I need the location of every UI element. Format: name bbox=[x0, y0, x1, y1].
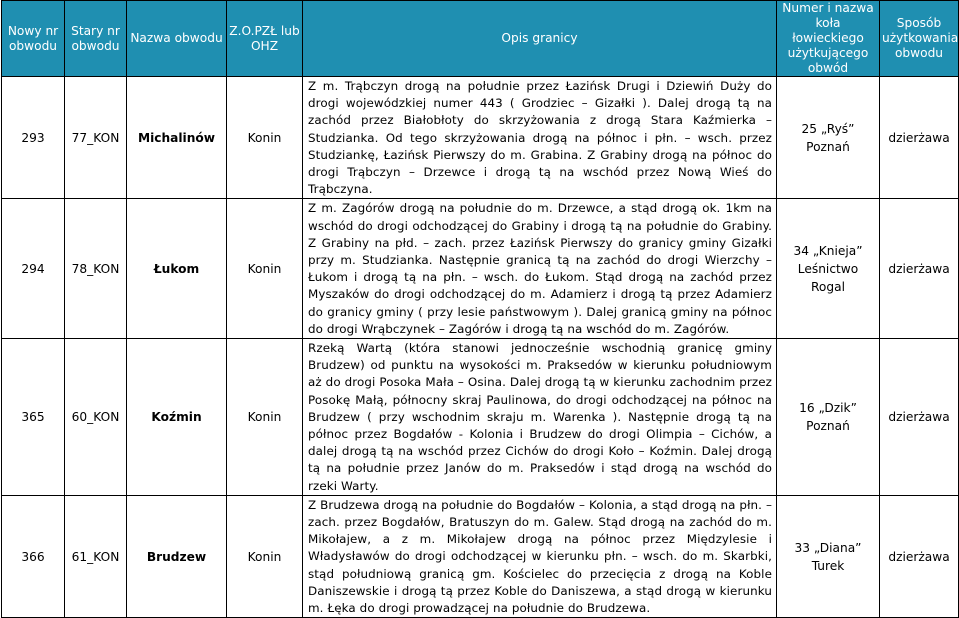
table-row bbox=[2, 199, 959, 339]
cell-club bbox=[777, 199, 880, 339]
cell-zo: Konin bbox=[227, 495, 303, 617]
col-header-usage: Sposób użytkowania obwodu bbox=[880, 1, 959, 77]
cell-club bbox=[777, 77, 880, 199]
club-number-name: 16 „Dzik” bbox=[799, 400, 857, 415]
club-location: Poznań bbox=[806, 418, 850, 433]
club-number-name: 33 „Diana” bbox=[794, 540, 862, 555]
cell-zo: Konin bbox=[227, 77, 303, 199]
cell-zo: Konin bbox=[227, 199, 303, 339]
col-header-zo: Z.O.PZŁ lub OHZ bbox=[227, 1, 303, 77]
cell-district-name: Koźmin bbox=[127, 339, 227, 496]
cell-boundary: Rzeką Wartą (która stanowi jednocześnie wschodnią granicę gminy Brudzew) od punktu na wysokości m. Praksedów w kierunku południowym aż do drogi Posoka Mała – Osina. Dalej drogą tą w kierunku zachodnim przez Posokę Małą, północny skraj Paulinowa, do drogi odchodzącej na północ na Brudzew ( przy wschodnim skraju m. Warenka ). Następnie drogą tą na północ przez Bogdałów - Kolonia i Brudzew do drogi Olimpia – Cichów, a dalej drogą tą na wschód przez Cichów do drogi Koło – Koźmin. Dalej drogą tą na południe przez Janów do m. Praksedów i stąd drogą na wschód do rzeki Warty. bbox=[303, 339, 777, 496]
col-header-boundary: Opis granicy bbox=[303, 1, 777, 77]
col-header-club: Numer i nazwa koła łowieckiego użytkującego obwód bbox=[777, 1, 880, 77]
cell-old-nr: 61_KON bbox=[65, 495, 127, 617]
cell-new-nr: 365 bbox=[2, 339, 65, 496]
club-number-name: 25 „Ryś” bbox=[801, 121, 855, 136]
cell-old-nr: 60_KON bbox=[65, 339, 127, 496]
club-number-name: 34 „Knieja” bbox=[793, 243, 863, 258]
club-location: Leśnictwo bbox=[797, 261, 859, 276]
cell-new-nr: 294 bbox=[2, 199, 65, 339]
cell-old-nr: 77_KON bbox=[65, 77, 127, 199]
club-location: Poznań bbox=[806, 139, 850, 154]
hunting-districts-table bbox=[1, 0, 959, 618]
cell-new-nr: 293 bbox=[2, 77, 65, 199]
cell-boundary: Z m. Zagórów drogą na południe do m. Drzewce, a stąd drogą ok. 1km na wschód do drogi odchodzącej do Grabiny i drogą tą na południe do Grabiny. Z Grabiny na płd. – zach. przez Łazińsk Pierwszy do granicy gminy Gizałki przy m. Studzianka. Następnie granicą tą na zachód do drogi Wierzchy – Łukom i drogą tą na płn. – wsch. do Łukom. Stąd drogą na zachód przez Myszaków do drogi odchodzącej do m. Adamierz i drogą tą przez Adamierz do granicy gminy ( przy lesie państwowym ). Dalej granicą gminy na północ do drogi Wrąbczynek – Zagórów i drogą tą na wschód do m. Zagórów. bbox=[303, 199, 777, 339]
col-header-new-nr: Nowy nr obwodu bbox=[2, 1, 65, 77]
club-location-extra: Rogal bbox=[811, 279, 845, 294]
cell-boundary: Z m. Trąbczyn drogą na południe przez Łazińsk Drugi i Dziewiń Duży do drogi wojewódzkiej numer 443 ( Grodziec – Gizałki ). Dalej drogą tą na zachód przez Białobłoty do skrzyżowania z drogą Stara Kaźmierka – Studzianka. Od tego skrzyżowania drogą na północ i płn. – wsch. przez Studziankę, Łazińsk Pierwszy do m. Grabina. Z Grabiny drogą na północ do drogi Trąbczyn – Drzewce i drogą tą na wschód przez Nową Wieś do Trąbczyna. bbox=[303, 77, 777, 199]
club-location: Turek bbox=[811, 558, 845, 573]
col-header-old-nr: Stary nr obwodu bbox=[65, 1, 127, 77]
cell-usage: dzierżawa bbox=[880, 495, 959, 617]
cell-club bbox=[777, 339, 880, 496]
cell-old-nr: 78_KON bbox=[65, 199, 127, 339]
cell-boundary: Z Brudzewa drogą na południe do Bogdałów – Kolonia, a stąd drogą na płn. – zach. przez Bogdałów, Bratuszyn do m. Galew. Stąd drogą na zachód do m. Mikołajew, a z m. Mikołajew drogą na północ przez Międzylesie i Władysławów do drogi odchodzącej w kierunku płn. – wsch. do m. Skarbki, stąd południową granicą gm. Kościelec do przecięcia z drogą na Koble Daniszewskie i drogą tą przez Koble do Daniszewa, a stąd drogą w kierunku m. Łęka do drogi prowadzącej na południe do Brudzewa. bbox=[303, 495, 777, 617]
cell-zo: Konin bbox=[227, 339, 303, 496]
cell-usage: dzierżawa bbox=[880, 77, 959, 199]
col-header-name: Nazwa obwodu bbox=[127, 1, 227, 77]
table-row bbox=[2, 339, 959, 496]
cell-district-name: Łukom bbox=[127, 199, 227, 339]
cell-usage: dzierżawa bbox=[880, 199, 959, 339]
cell-district-name: Brudzew bbox=[127, 495, 227, 617]
table-header-row bbox=[2, 1, 959, 77]
cell-usage: dzierżawa bbox=[880, 339, 959, 496]
cell-new-nr: 366 bbox=[2, 495, 65, 617]
table-row bbox=[2, 77, 959, 199]
cell-district-name: Michalinów bbox=[127, 77, 227, 199]
